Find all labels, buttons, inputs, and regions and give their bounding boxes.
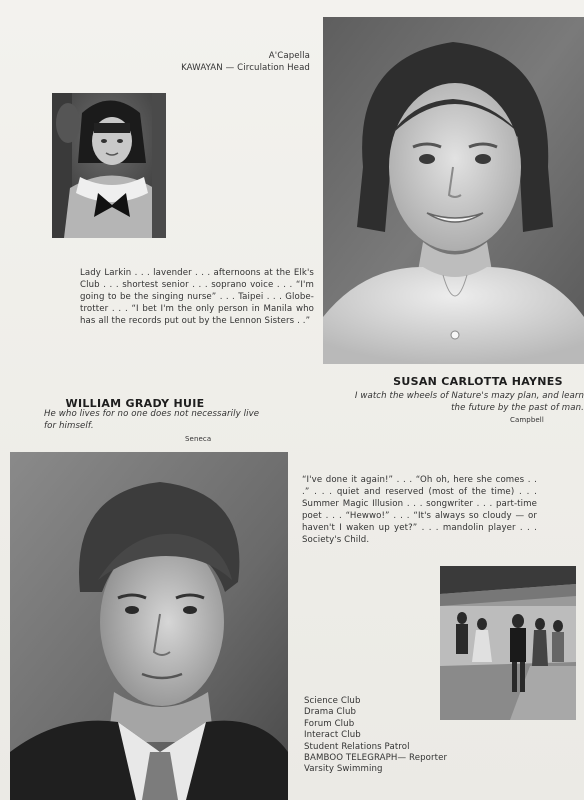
susan-motto-quote: I watch the wheels of Nature's mazy plan, and learn the future by the past of man.: [354, 391, 584, 413]
william-motto-attribution: Seneca: [185, 435, 212, 443]
william-bio-text: “I've done it again!” . . . “Oh oh, here she comes . . .” . . . quiet and reserved (most of the time) . . . Summer Magic Illusion . . . songwriter . . . part-time poet . . . “Hewwo!” . . . “It's always so cloudy — or haven't I waken up yet?” . . . mandolin player . . . Society's Child.: [302, 475, 537, 545]
susan-club-item: KAWAYAN — Circulation Head: [181, 63, 310, 73]
william-club-item: Student Relations Patrol: [304, 741, 410, 752]
william-club-list: [304, 696, 504, 776]
susan-motto-attribution: Campbell: [510, 416, 544, 424]
william-club-item: Forum Club: [304, 718, 355, 729]
william-portrait-photo: [10, 452, 288, 800]
william-club-item: BAMBOO TELEGRAPH— Reporter: [304, 753, 448, 764]
william-club-item: Drama Club: [304, 707, 357, 718]
susan-portrait-photo: [323, 17, 584, 364]
susan-bio-text: Lady Larkin . . . lavender . . . afternoons at the Elk's Club . . . shortest senior . . . soprano voice . . . “I'm going to be the singing nurse” . . . Taipei . . . Globe-trotter . . . “I bet I'm the only person in Manila who has all the records put out by the Lennon Sisters . .”: [80, 268, 314, 326]
susan-club-item: A'Capella: [268, 51, 310, 61]
william-name-heading: WILLIAM GRADY HUIE: [65, 397, 205, 410]
william-club-item: Varsity Swimming: [304, 764, 383, 775]
william-club-item: Interact Club: [304, 730, 361, 741]
susan-club-list: [140, 50, 310, 74]
william-motto-quote: He who lives for no one does not necessarily live for himself.: [44, 409, 260, 431]
small-candid-photo: [52, 93, 166, 238]
susan-name-heading: SUSAN CARLOTTA HAYNES: [393, 375, 563, 388]
william-club-item: Science Club: [304, 696, 361, 706]
